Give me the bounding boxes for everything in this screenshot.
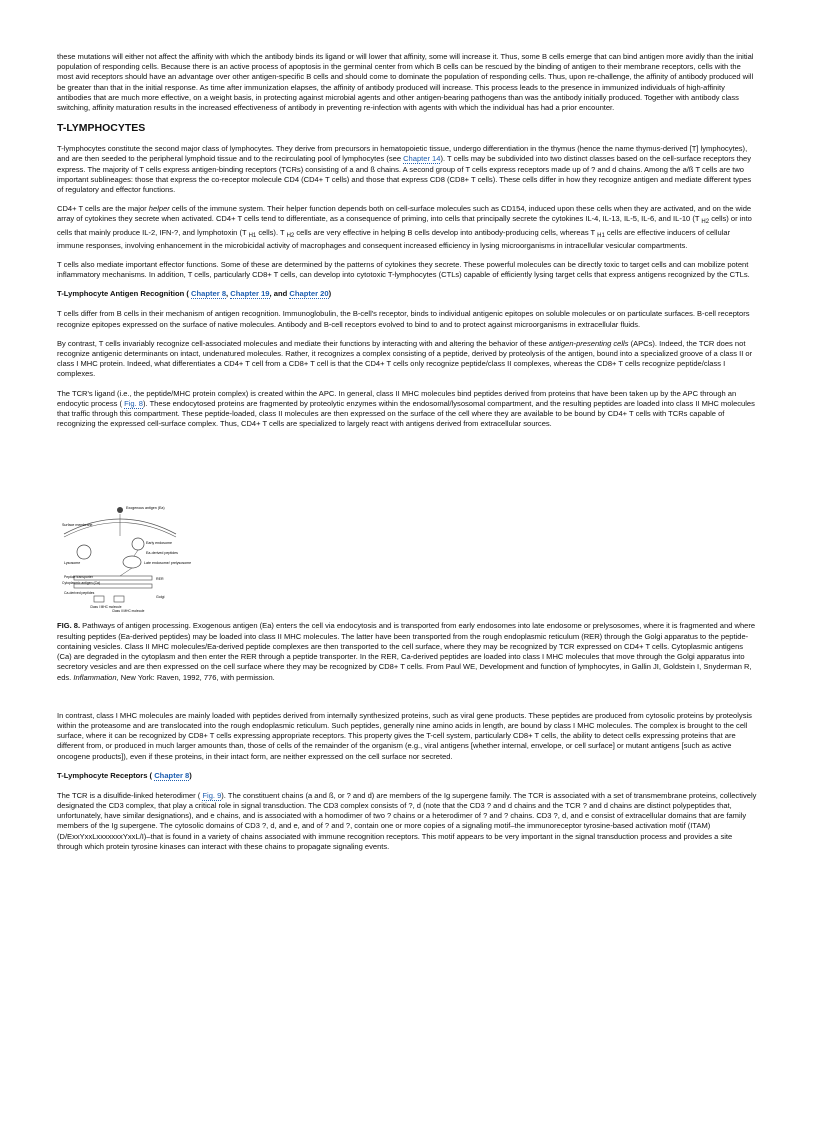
link-chapter-14[interactable]: Chapter 14 (403, 154, 441, 164)
figure-antigen-processing (60, 504, 192, 614)
link-chapter-19[interactable]: Chapter 19 (230, 289, 270, 299)
svg-text:Class I MHC molecule: Class I MHC molecule (90, 605, 122, 610)
svg-text:Class II MHC molecule: Class II MHC molecule (112, 609, 145, 614)
svg-text:Late endosome/ prelysosome: Late endosome/ prelysosome (144, 561, 192, 566)
subheading-t-lymphocyte-receptors: T-Lymphocyte Receptors ( Chapter 8) (57, 770, 192, 780)
exogenous-antigen-icon (117, 507, 123, 513)
svg-text:Ea-derived peptides: Ea-derived peptides (146, 551, 178, 556)
svg-text:Ca-derived peptides: Ca-derived peptides (64, 591, 95, 596)
svg-text:Surface membrane: Surface membrane (62, 523, 93, 528)
link-fig-9[interactable]: Fig. 9 (202, 790, 222, 800)
paragraph-t-lymphocytes-intro: T-lymphocytes constitute the second major class of lymphocytes. They derive from precursors in hematopoietic tissue, undergo differentiation in the thymus (hence the name thymus-derived [T] lymphocytes), and are then seeded to the peripheral lymphoid tissue and to the recirculating pool of lymphocytes (see Chapter 14). T cells may be subdivided into two distinct classes based on the cell-surface receptors they express. The majority of T cells express antigen-binding receptors (TCRs) consisting of a and ß chains. A second group of T cells express receptors made up of ? and d chains. Among the a/ß T cells are two important sublineages: those that express the co-receptor molecule CD4 (CD4+ T cells) and those that express CD8 (CD8+ T cells). These cells differ in how they recognize antigen and mediate different types of regulatory and effector functions. (57, 144, 752, 195)
paragraph-class-i-mhc: In contrast, class I MHC molecules are mainly loaded with peptides derived from internally synthesized proteins, such as viral gene products. These peptides are produced from cytosolic proteins by proteolysis within the proteasome and are translocated into the rough endoplasmic reticulum. Such peptides, generally nine amino acids in length, are bound by class I MHC molecules. The complex is brought to the cell surface, where it can be recognized by CD8+ T cells expressing appropriate receptors. This property gives the T-cell system, particularly CD8+ T cells, the ability to detect cells expressing proteins that are different from, or produced in much larger amounts than, those of cells of the remainder of the organism (e.g., viral antigens [whether internal, envelope, or cell surface] or mutant antigens [such as active oncogene products]), even if these proteins, in their intact form, are neither expressed on the cell surface nor secreted. (57, 710, 752, 761)
paragraph-effector-functions: T cells also mediate important effector functions. Some of these are determined by the patterns of cytokines they secrete. These powerful molecules can be directly toxic to target cells and can mobilize potent inflammatory mechanisms. In addition, T cells, particularly CD8+ T cells, can develop into cytotoxic T-lymphocytes (CTLs) capable of efficiently lysing target cells that express antigens recognized by the CTLs. (57, 260, 750, 280)
section-heading-t-lymphocytes: T-LYMPHOCYTES (57, 122, 146, 135)
paragraph-tcr-structure: The TCR is a disulfide-linked heterodimer ( Fig. 9). The constituent chains (a and ß, or ? and d) are members of the Ig supergene family. The TCR is associated with a set of transmembrane proteins, collectively designated the CD3 complex, that play a critical role in signal transduction. The CD3 complex consists of ?, d (note that the CD3 ? and d chains and the TCR ? and d chains are distinct polypeptides that, unfortunately, have similar designations), and e chains, and is associated with a homodimer of two ? chains or a heterodimer of ? and ? chains. CD3 ?, d, and e consist of extracellular domains that are family members of the Ig supergene. The cytosolic domains of CD3 ?, d, and e, and of ? and ?, contain one or more copies of a signaling motif–the immunoreceptor tyrosine-based activation motif (ITAM) (D/ExxYxxLxxxxxxxYxxL/I)–that is found in a variety of chains associated with immune recognition receptors. This motif appears to be very important in the signal transduction process and provides a site through which protein tyrosine kinases can interact with these chains to propagate signaling events. (57, 790, 757, 851)
svg-text:Cytoplasmic antigen (Ca): Cytoplasmic antigen (Ca) (62, 581, 101, 586)
link-chapter-8[interactable]: Chapter 8 (191, 289, 227, 299)
paragraph-tcr-ligand: The TCR's ligand (i.e., the peptide/MHC protein complex) is created within the APC. In general, class II MHC molecules bind peptides derived from proteins that have been taken up by the APC through an endocytic process ( Fig. 8). These endocytosed proteins are fragmented by proteolytic enzymes within the endosomal/lysosomal compartment, and the resulting peptides are loaded into class II MHC molecules that traffic through this compartment. These peptide-loaded, class II molecules are then expressed on the surface of the cell where they are available to be bound by CD4+ T cells with TCRs capable of recognizing the expressed cell-surface complex. Thus, CD4+ T cells are specialized to largely react with antigens derived from extracellular sources. (57, 388, 755, 429)
paragraph-apc: By contrast, T cells invariably recognize cell-associated molecules and mediate their functions by interacting with and altering the behavior of these antigen-presenting cells (APCs). Indeed, the TCR does not recognize antigenic determinants on intact, undenatured molecules. Rather, it recognizes a complex consisting of a peptide, derived by proteolysis of the antigen, bound into a specialized groove of a class II or class I MHC protein. Indeed, what differentiates a CD4+ T cell from a CD8+ T cell is that the CD4+ T cells only recognize peptide/class II complexes, whereas the CD8+ T cells recognize peptide/class I complexes. (57, 338, 753, 379)
svg-text:Exogenous antigen (Ea): Exogenous antigen (Ea) (126, 506, 165, 511)
svg-text:Early endosome: Early endosome (146, 541, 172, 546)
link-chapter-20[interactable]: Chapter 20 (289, 289, 329, 299)
paragraph-b-vs-t-recognition: T cells differ from B cells in their mechanism of antigen recognition. Immunoglobulin, the B-cell's receptor, binds to individual antigenic epitopes on soluble molecules or on particulate surfaces. B-cell receptors recognize epitopes expressed on the surface of native molecules. Antibody and B-cell receptors evolved to bind to and to protect against microorganisms in extracellular fluids. (57, 309, 750, 329)
link-fig-8[interactable]: Fig. 8 (124, 398, 143, 408)
link-chapter-8-receptors[interactable]: Chapter 8 (154, 770, 190, 780)
figure-caption: FIG. 8. Pathways of antigen processing. Exogenous antigen (Ea) enters the cell via endocytosis and is transported from early endosomes into late endosome or prelysosomes, where it is fragmented and where resulting peptides (Ea-derived peptides) may be loaded into class II MHC molecules. The latter have been transported from the rough endoplasmic reticulum (RER) through the Golgi apparatus to the peptide-containing vesicles. Class II MHC molecules/Ea-derived peptide complexes are then transported to the cell surface, where they may be recognized by TCR expressed on CD4+ T cells. Cytoplasmic antigens (Ca) are degraded in the cytoplasm and then enter the RER through a peptide transporter. In the RER, Ca-derived peptides are loaded into class I MHC molecules that move through the Golgi apparatus into secretory vesicles and are then expressed on the cell surface where they may be recognized by CD8+ T cells. From Paul WE, Development and function of lymphocytes, in Gallin JI, Goldstein I, Snyderman R, eds. Inflammation, New York: Raven, 1992, 776, with permission. (57, 621, 756, 682)
paragraph-cd4-helper: CD4+ T cells are the major helper cells of the immune system. Their helper function depends both on cell-surface molecules such as CD154, induced upon these cells when they are activated, and on the wide array of cytokines they secrete when activated. CD4+ T cells tend to differentiate, as a consequence of priming, into cells that principally secrete the cytokines IL-4, IL-13, IL-5, IL-6, and IL-10 (T $_{H2}$ cells) or into cells that mainly produce IL-2, IFN-?, and lymphotoxin (T $_{H1}$ cells). T $_{H2}$ cells are very effective in helping B cells develop into antibody-producing cells, whereas T $_{H1}$ cells are effective inducers of cellular immune responses, involving enhancement in the microbicidal activity of macrophages and consequent increased efficiency in lysing microorganisms in intracellular vesicular compartments. (57, 204, 752, 250)
subheading-antigen-recognition: T-Lymphocyte Antigen Recognition ( Chapter 8, Chapter 19, and Chapter 20) (57, 289, 332, 299)
svg-text:Peptide transporter: Peptide transporter (64, 575, 93, 580)
svg-text:Golgi: Golgi (156, 595, 165, 600)
page-content (57, 52, 757, 861)
paragraph-affinity-maturation: these mutations will either not affect the affinity with which the antibody binds its ligand or will lower that affinity, some will increase it. Thus, some B cells emerge that can bind antigen more avidly than the initial population of responding cells. Because there is an active process of apoptosis in the germinal center from which B cells can be rescued by the binding of antigen to their membrane receptors, cells with the most avid receptors should have an advantage over other antigen-specific B cells and should come to dominate the population of responding cells. Thus, upon re-challenge, the affinity of antibody produced will be greater than that in the initial response. As time after immunization elapses, the affinity of antibody produced will increase. This process leads to the presence in immunized individuals of high-affinity antibodies that are much more effective, on a weight basis, in protecting against microbial agents and other antigen-bearing pathogens than was the antibody initially produced. Together with antibody class switching, affinity maturation results in the increased effectiveness of antibody in preventing re-infection with agents with which the individual has had a prior encounter. (57, 52, 754, 113)
svg-text:RER: RER (156, 577, 164, 582)
svg-text:Lysosome: Lysosome (64, 561, 81, 566)
